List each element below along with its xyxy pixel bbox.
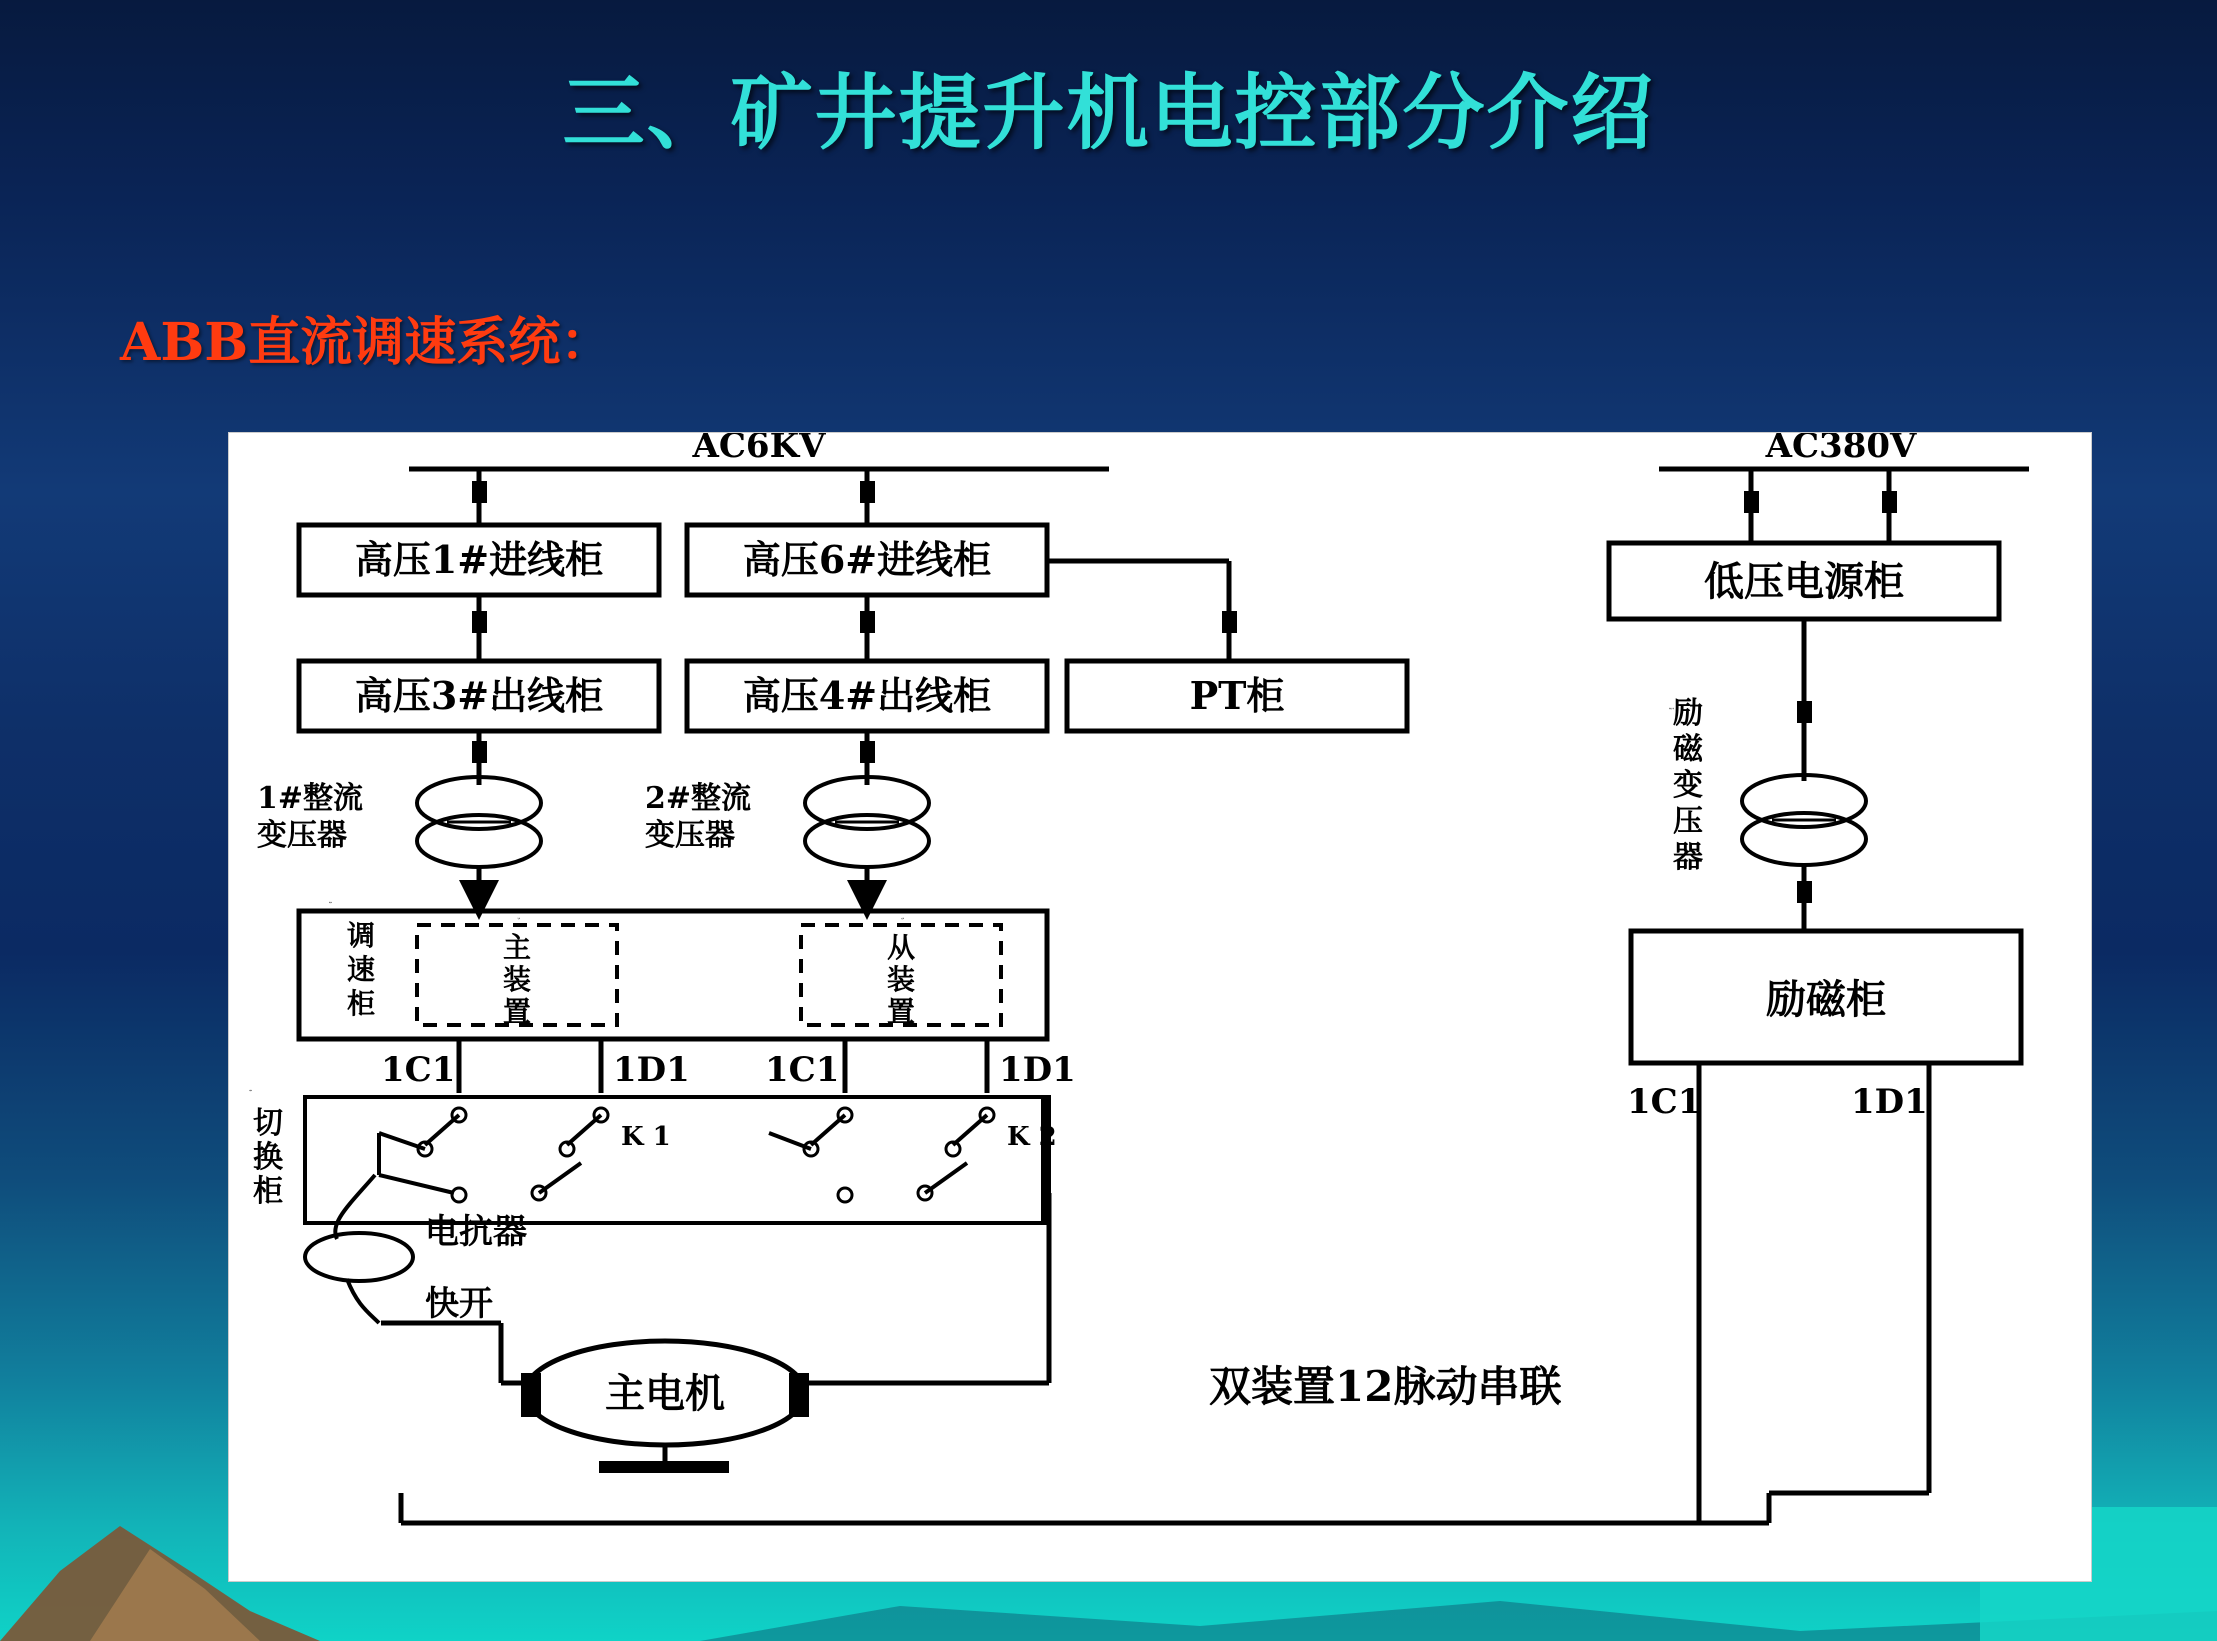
svg-text:磁: 磁 — [1673, 732, 1703, 767]
svg-text:装: 装 — [502, 963, 532, 996]
fast-breaker-label: 快开 — [425, 1284, 493, 1324]
svg-text:装: 装 — [886, 963, 916, 996]
terminal-1d1-b: 1D1 — [999, 1050, 1076, 1090]
box-excitation-cabinet-label: 励磁柜 — [1766, 976, 1886, 1023]
svg-text:变: 变 — [1673, 768, 1703, 803]
contactor-k1-label: K 1 — [621, 1122, 671, 1152]
lv-bus-label: AC380V — [1765, 433, 1917, 466]
svg-text:换: 换 — [253, 1140, 283, 1175]
terminal-1c1-c: 1C1 — [1627, 1082, 1702, 1122]
page-title: 三、矿井提升机电控部分介绍 — [562, 65, 1655, 161]
svg-text:从: 从 — [886, 931, 916, 964]
diagram-note: 双装置12脉动串联 — [1209, 1362, 1562, 1411]
box-hv-in-1-label: 高压1#进线柜 — [354, 537, 604, 582]
box-lv-power-cabinet-label: 低压电源柜 — [1704, 558, 1904, 605]
transformer-1-label-line1: 1#整流 — [257, 781, 364, 816]
svg-text:柜: 柜 — [347, 987, 376, 1020]
svg-text:主: 主 — [502, 931, 532, 964]
box-pt-cabinet-label: PT柜 — [1189, 673, 1285, 718]
reactor-label: 电抗器 — [425, 1212, 527, 1252]
transformer-2-label-line1: 2#整流 — [645, 781, 752, 816]
svg-text:压: 压 — [1673, 804, 1703, 839]
box-hv-in-6-label: 高压6#进线柜 — [742, 537, 992, 582]
transformer-1-label-line2: 变压器 — [257, 818, 347, 853]
slave-device-label: 从装置 — [901, 919, 904, 920]
master-device-label: 主装置 — [517, 919, 520, 920]
terminal-1d1-a: 1D1 — [613, 1050, 690, 1090]
box-hv-out-4-label: 高压4#出线柜 — [742, 673, 992, 718]
svg-text:置: 置 — [886, 995, 916, 1028]
switch-cabinet-label: 切换柜 — [249, 1091, 252, 1092]
terminal-1c1-a: 1C1 — [381, 1050, 456, 1090]
box-speed-cabinet-label-a: 调 — [347, 919, 376, 952]
system-diagram — [228, 432, 2092, 1582]
svg-text:置: 置 — [502, 995, 532, 1028]
svg-text:励: 励 — [1673, 696, 1703, 731]
diagram-svg — [229, 433, 2091, 1581]
main-motor-label: 主电机 — [605, 1370, 725, 1417]
excitation-transformer-label: 励磁变压器 — [1669, 709, 1674, 710]
transformer-2-label-line2: 变压器 — [645, 818, 735, 853]
contactor-k2-label: K 2 — [1007, 1122, 1057, 1152]
svg-text:柜: 柜 — [253, 1174, 283, 1209]
terminal-1c1-b: 1C1 — [765, 1050, 840, 1090]
section-subtitle: ABB直流调速系统： — [120, 312, 613, 373]
hv-bus-label: AC6KV — [692, 433, 826, 466]
svg-text:切: 切 — [253, 1106, 283, 1141]
terminal-1d1-c: 1D1 — [1851, 1082, 1928, 1122]
box-hv-out-3-label: 高压3#出线柜 — [354, 673, 604, 718]
box-speed-cabinet-label: 调速柜 — [329, 903, 332, 904]
svg-text:速: 速 — [347, 953, 376, 986]
svg-text:器: 器 — [1673, 840, 1703, 875]
